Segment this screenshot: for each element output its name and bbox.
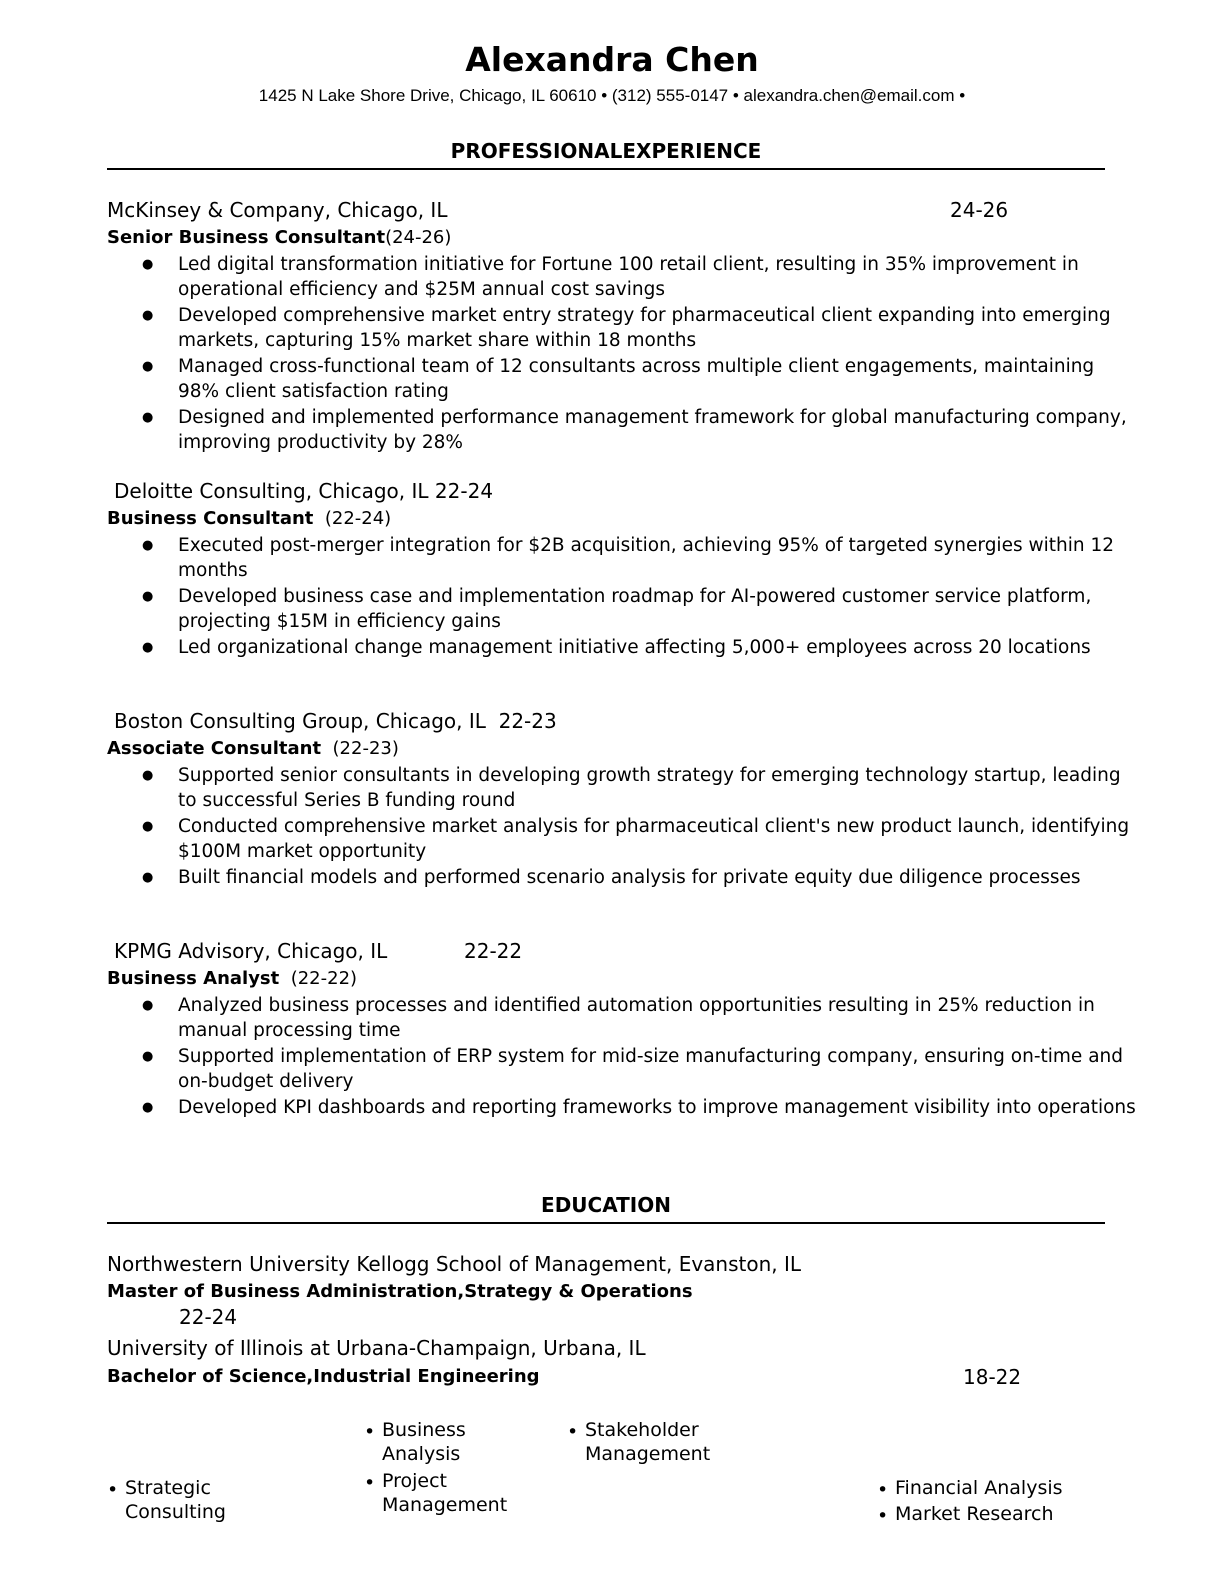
bullet-list [140,534,1140,663]
institution: Northwestern University Kellogg School of Management, Evanston, IL [107,1252,802,1276]
job-title: Associate Consultant [107,738,322,759]
section-divider [107,1222,1105,1224]
employer: McKinsey & Company, Chicago, IL [107,198,448,222]
education-dates: 22-24 [179,1305,238,1329]
bullet-item: ● Conducted comprehensive market analysis for pharmaceutical client's new product launch, identifying $100M market opportunity [140,815,1140,864]
education-dates: 18-22 [963,1365,1022,1389]
bullet-item: ● Managed cross-functional team of 12 consultants across multiple client engagements, maintaining 98% client satisfaction rating [140,355,1140,404]
employer-dates: 22-23 [498,709,557,733]
section-divider [107,168,1105,170]
employer: Deloitte Consulting, Chicago, IL [114,479,429,503]
job-title-line [107,738,399,759]
bullet-list [140,764,1140,893]
bullet-item: ● Analyzed business processes and identified automation opportunities resulting in 25% reduction in manual processing time [140,994,1140,1043]
bullet-item: ● Developed business case and implementation roadmap for AI-powered customer service platform, projecting $15M in efficiency gains [140,585,1140,634]
skill-item: • Market Research [877,1502,1115,1526]
section-title-education: EDUCATION [541,1193,671,1217]
bullet-item: ● Led organizational change management initiative affecting 5,000+ employees across 20 locations [140,636,1140,661]
employer: KPMG Advisory, Chicago, IL [114,939,388,963]
job-title: Business Consultant [107,508,314,529]
job-dates: (22-22) [290,968,358,989]
employer-line [114,479,493,503]
skill-item: • Strategic Consulting [107,1476,265,1524]
job-title-line [107,227,451,248]
bullet-item: ● Supported implementation of ERP system for mid-size manufacturing company, ensuring on-time and on-budget delivery [140,1045,1140,1094]
skill-item: • Stakeholder Management [567,1418,735,1466]
job-title: Business Analyst [107,968,280,989]
bullet-item: ● Designed and implemented performance management framework for global manufacturing company, improving productivity by 28% [140,406,1140,455]
bullet-list [140,253,1140,457]
job-title-line [107,968,357,989]
employer-line [114,709,557,733]
bullet-item: ● Developed KPI dashboards and reporting frameworks to improve management visibility into operations [140,1096,1140,1121]
bullet-list [140,994,1140,1123]
bullet-item: ● Executed post-merger integration for $2B acquisition, achieving 95% of targeted synergies within 12 months [140,534,1140,583]
job-dates: (22-24) [324,508,392,529]
bullet-item: ● Led digital transformation initiative for Fortune 100 retail client, resulting in 35% improvement in operational efficiency and $25M annual cost savings [140,253,1140,302]
degree: Bachelor of Science,Industrial Engineering [107,1366,540,1387]
section-title-experience: PROFESSIONALEXPERIENCE [450,139,762,163]
employer: Boston Consulting Group, Chicago, IL [114,709,486,733]
employer-dates: 22-22 [464,939,523,963]
job-dates: (24-26) [385,227,452,248]
degree: Master of Business Administration,Strategy & Operations [107,1281,693,1302]
bullet-item: ● Supported senior consultants in developing growth strategy for emerging technology startup, leading to successful Series B funding round [140,764,1140,813]
job-title-line [107,508,391,529]
bullet-item: ● Built financial models and performed scenario analysis for private equity due diligence processes [140,866,1140,891]
employer-dates: 22-24 [434,479,494,503]
skill-item: • Business Analysis [364,1418,522,1466]
skill-item: • Project Management [364,1469,532,1517]
bullet-item: ● Developed comprehensive market entry strategy for pharmaceutical client expanding into emerging markets, capturing 15% market share within 18 months [140,304,1140,353]
contact-line: 1425 N Lake Shore Drive, Chicago, IL 60610 • (312) 555-0147 • alexandra.chen@email.com • [258,86,966,105]
candidate-name: Alexandra Chen [465,40,759,79]
institution: University of Illinois at Urbana-Champaign, Urbana, IL [107,1336,646,1360]
employer-dates: 24-26 [950,198,1009,222]
skill-item: • Financial Analysis [877,1476,1115,1500]
job-title: Senior Business Consultant [107,227,386,248]
job-dates: (22-23) [332,738,399,759]
